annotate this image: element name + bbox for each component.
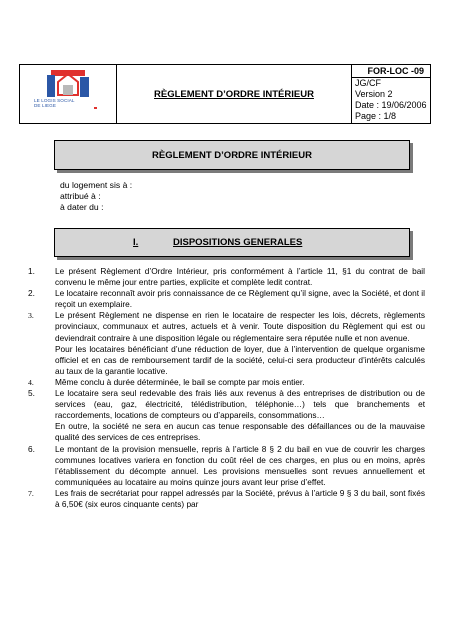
article-list [28,266,425,510]
logo-text: LE LOGIS SOCIAL DE LIEGE [34,98,75,108]
section-title: DISPOSITIONS GENERALES [173,237,303,248]
meta-initials: JG/CF [355,78,381,88]
meta-date: Date : 19/06/2006 [355,100,427,110]
item-text [55,444,425,488]
item-text [55,310,425,377]
intro-fields [60,180,132,214]
intro-tenant: attribué à : [60,191,101,202]
item-paragraph: Le locataire sera seul redevable des frais liés aux revenus à des entreprises de distribution ou de services (eau, gaz, électricité, télédistribution, téléphonie…) tels que branchements et raccordements, locations de compteurs ou d’appareils, consommations… [55,388,425,421]
list-item [28,288,425,310]
item-paragraph: Le présent Règlement ne dispense en rien le locataire de respecter les lois, décrets, règlements provinciaux, communaux et autres, actuels et à venir. Toute disposition du Règlement qui est ou deviendrait contraire à une disposition légale ou réglementaire sera réputée nulle et non avenue. [55,310,425,343]
item-number: 1. [28,266,35,276]
item-number: 4. [28,377,34,387]
logis-social-logo [20,65,116,125]
header-title: RÈGLEMENT D’ORDRE INTÉRIEUR [117,65,352,123]
item-paragraph: Même conclu à durée déterminée, le bail se compte par mois entier. [55,376,305,387]
item-number: 7. [28,488,34,498]
item-text [55,266,425,288]
meta-page: Page : 1/8 [355,111,397,121]
list-item [28,310,425,377]
item-text [55,288,425,310]
item-paragraph: Le montant de la provision mensuelle, repris à l’article 8 § 2 du bail en vue de couvrir les charges communes locatives variera en fonction du coût réel de ces charges, en plus ou en moins, après l’établissement du décompte annuel. Les provisions mensuelles sont revues annuellement et communiquées au locataire au moins quinze jours avant leur prise d’effet. [55,443,425,487]
item-text [55,377,425,388]
item-paragraph: Les frais de secrétariat pour rappel adressés par la Société, prévus à l’article 9 § 3 du bail, sont fixés à 6,50€ (six euros cinquante cents) par [55,487,425,509]
logo-cell [20,65,117,123]
section-number: I. [133,237,139,248]
item-text [55,388,425,443]
document-header [19,64,431,124]
title-banner: RÈGLEMENT D’ORDRE INTÉRIEUR [54,140,410,170]
item-text [55,488,425,510]
item-number: 6. [28,443,35,454]
item-paragraph: Le présent Règlement d’Ordre Intérieur, pris conformément à l’article 11, §1 du contrat de bail convenu le même jour entre parties, explicite et complète ledit contrat. [55,266,425,288]
intro-address: du logement sis à : [60,180,133,190]
list-item [28,444,425,488]
list-item [28,388,425,443]
meta-version: Version 2 [355,89,393,99]
form-code: FOR-LOC -09 [352,65,430,78]
section-banner [54,228,410,257]
list-item [28,266,425,288]
item-paragraph: En outre, la société ne sera en aucun cas tenue responsable des défaillances ou de la mauvaise qualité des services de ces entreprises. [55,421,425,443]
list-item [28,488,425,510]
item-paragraph: Le locataire reconnaît avoir pris connaissance de ce Règlement qu’il signe, avec la Société, et dont il reçoit un exemplaire. [55,288,425,310]
item-number: 5. [28,388,35,399]
item-number: 3. [28,311,34,321]
item-paragraph: Pour les locataires bénéficiant d’une réduction de loyer, due à l’intervention de quelque organisme officiel et en cas de remboursement tardif de la société, celui-ci sera producteur d’intérêts calculés au taux de la garantie locative. [55,343,425,376]
intro-start-date: à dater du : [60,202,104,213]
item-number: 2. [28,288,35,299]
list-item [28,377,425,388]
header-meta [352,65,430,123]
